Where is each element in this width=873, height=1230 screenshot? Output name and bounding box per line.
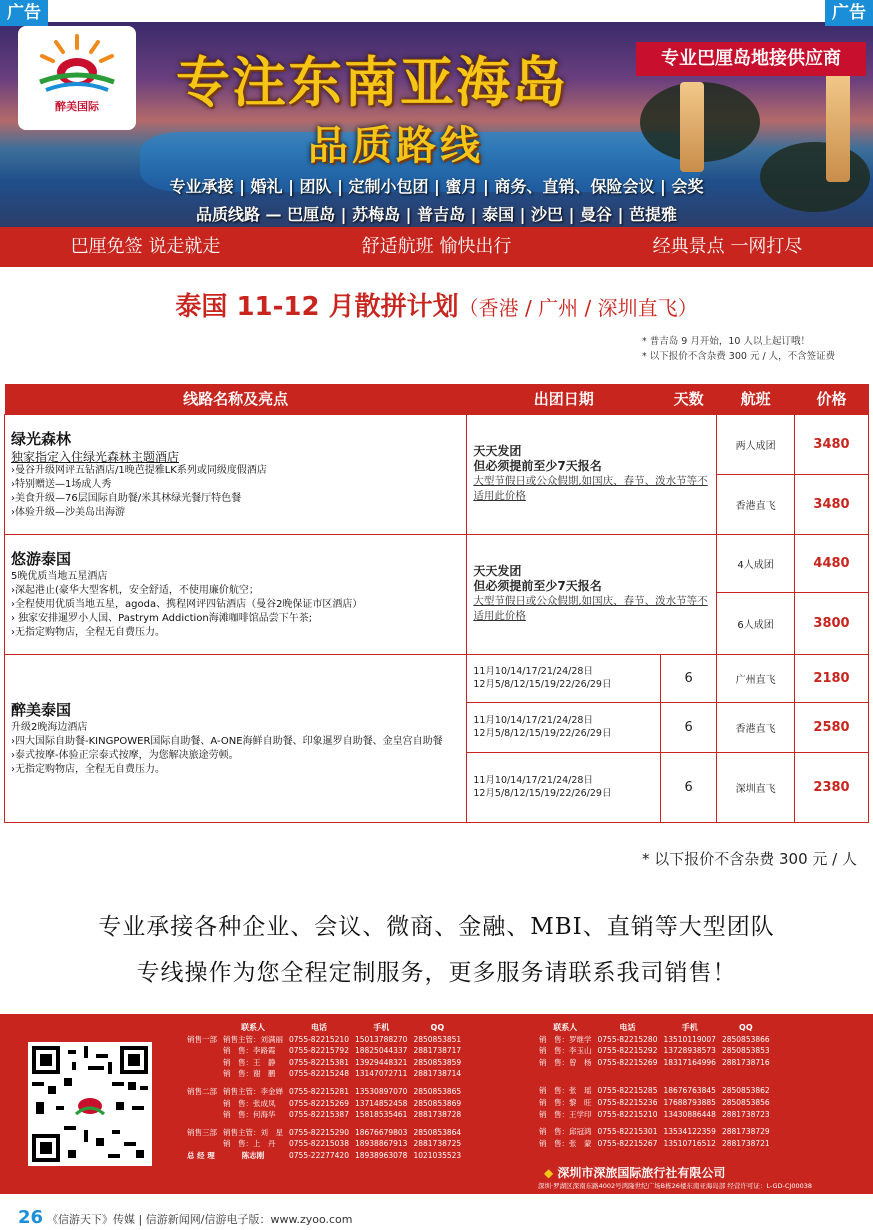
days-cell: 6 [661, 702, 717, 752]
feature-item: 巴厘免签 说走就走 [70, 236, 221, 257]
contact-qq: 2881738728 [413, 1110, 462, 1120]
dates-nov: 11月10/14/17/21/24/28日 [473, 775, 593, 786]
contact-mobile: 15013788270 [354, 1034, 408, 1044]
contact-row [184, 1086, 464, 1098]
contact-qq: 2881738717 [413, 1046, 462, 1056]
price-cell: 4480 [795, 534, 869, 592]
dept: 销售一部 [187, 1034, 217, 1044]
contact-qq: 2850853865 [413, 1086, 462, 1096]
daily-departure: 天天发团 [473, 564, 522, 578]
route-cell [5, 534, 467, 654]
contact-name: 销 售：王 静 [223, 1057, 276, 1067]
dept: 总 经 理 [187, 1150, 215, 1160]
date-cell [467, 654, 661, 702]
days-cell: 6 [661, 654, 717, 702]
dept [184, 1068, 220, 1080]
logo-text: 醉美国际 [55, 100, 99, 113]
header-flight: 航班 [717, 384, 795, 414]
contact-name: 销 售：何海华 [223, 1110, 276, 1120]
header-days: 天数 [661, 384, 717, 414]
route-item: ›全程使用优质当地五星，agoda、携程网评四钻酒店（曼谷2晚保证市区酒店） [11, 599, 363, 610]
contact-row [536, 1109, 773, 1121]
dept: 销售二部 [187, 1086, 217, 1096]
contact-row [536, 1045, 773, 1057]
feature-item: 舒适航班 愉快出行 [361, 236, 512, 257]
contact-mobile: 18938963078 [354, 1150, 408, 1160]
price-cell: 3800 [795, 592, 869, 654]
contact-qq: 2850853859 [413, 1057, 462, 1067]
table-row [5, 654, 869, 702]
dept [184, 1057, 220, 1069]
contact-mobile: 13430886448 [663, 1109, 716, 1119]
qr-code[interactable] [28, 1042, 152, 1166]
hero-banner [0, 22, 873, 227]
route-item: ›泰式按摩-体验正宗泰式按摩，为您解决旅途劳顿。 [11, 750, 239, 761]
plan-route: （香港 / 广州 / 深圳直飞） [458, 296, 698, 320]
route-cell [5, 414, 467, 534]
contact-phone: 0755-82215381 [289, 1057, 349, 1067]
contact-name: 销售主管：刘满丽 [223, 1034, 283, 1044]
dates-nov: 11月10/14/17/21/24/28日 [473, 715, 593, 726]
feature-bar [0, 227, 873, 267]
qr-code-icon [32, 1046, 148, 1162]
contact-name: 陈志刚 [241, 1150, 265, 1160]
page-footer [0, 1206, 873, 1230]
company-name [544, 1164, 725, 1181]
daily-departure: 天天发团 [473, 444, 522, 458]
dates-nov: 11月10/14/17/21/24/28日 [473, 666, 593, 677]
contact-name: 销 售：张 瑶 [539, 1086, 592, 1096]
contact-row [536, 1126, 773, 1138]
contact-qq: 2881738723 [721, 1109, 770, 1119]
table-row [5, 534, 869, 592]
contact-phone: 0755-82215290 [289, 1127, 349, 1137]
contact-name: 销 售：罗继学 [539, 1034, 592, 1044]
contact-qq: 2850853862 [721, 1086, 770, 1096]
contact-mobile: 18676679803 [354, 1127, 408, 1137]
note-line: * 普吉岛 9 月开始，10 人以上起订哦！ [642, 336, 810, 347]
contact-phone: 0755-82215210 [597, 1109, 658, 1119]
contact-phone: 0755-82215269 [597, 1057, 658, 1067]
route-highlight: 5晚优质当地五星酒店 [11, 571, 108, 582]
contact-row [536, 1034, 773, 1046]
price-cell: 3480 [795, 414, 869, 474]
contact-name: 销 售：张 蒙 [539, 1138, 592, 1148]
contact-qq: 2850853869 [413, 1098, 462, 1108]
header-phone: 电话 [619, 1023, 636, 1032]
contact-qq: 2850853853 [721, 1046, 770, 1056]
ad-label-left: 广告 [0, 0, 48, 26]
price-cell: 2180 [795, 654, 869, 702]
contact-row [184, 1098, 464, 1110]
date-cell [467, 414, 717, 534]
flight-cell: 香港直飞 [717, 474, 795, 534]
company-name-text: 深圳市深旅国际旅行社有限公司 [557, 1166, 726, 1180]
contact-name: 销 售：黎 旺 [539, 1097, 592, 1107]
booking-rule: 但必须提前至少7天报名 [473, 459, 602, 473]
contact-mobile: 15818535461 [354, 1110, 408, 1120]
contact-row [184, 1109, 464, 1121]
contact-name: 销 售：曾 杨 [539, 1057, 592, 1067]
supplier-badge: 专业巴厘岛地接供应商 [636, 42, 866, 76]
flight-cell: 两人成团 [717, 414, 795, 474]
date-cell [467, 534, 717, 654]
header-route: 线路名称及亮点 [5, 384, 467, 414]
hero-title: 专注东南亚海岛 [176, 50, 568, 114]
routes-line: 品质线路 — 巴厘岛 | 苏梅岛 | 普吉岛 | 泰国 | 沙巴 | 曼谷 | 芭提雅 [195, 205, 678, 224]
contact-qq: 2881738725 [413, 1139, 462, 1149]
route-cell [5, 654, 467, 822]
flight-cell: 香港直飞 [717, 702, 795, 752]
contact-mobile: 13728938573 [663, 1046, 716, 1056]
ad-label-right: 广告 [825, 0, 873, 26]
price-cell: 2580 [795, 702, 869, 752]
contact-name: 销 售：王学印 [539, 1109, 592, 1119]
contact-mobile: 18317164996 [663, 1057, 716, 1067]
header-date: 出团日期 [467, 384, 661, 414]
contact-phone: 0755-82215038 [289, 1139, 349, 1149]
contact-table-right [536, 1022, 773, 1149]
contact-mobile: 13929448321 [354, 1057, 408, 1067]
route-item: ›四大国际自助餐-KINGPOWER国际自助餐、A-ONE海鲜自助餐、印象暹罗自助餐、金皇宫自助餐 [11, 736, 443, 747]
contact-phone: 0755-82215301 [597, 1127, 658, 1137]
holiday-note: 大型节假日或公众假期,如国庆、春节、泼水节等不适用此价格 [473, 595, 708, 622]
company-logo-icon: ◆ [544, 1166, 554, 1180]
contact-mobile: 13530897070 [354, 1086, 408, 1096]
route-name: 绿光森林 [11, 430, 72, 448]
contact-mobile: 13147072711 [354, 1069, 408, 1079]
table-header [5, 384, 869, 414]
header-mobile: 手机 [373, 1023, 390, 1032]
company-logo [18, 26, 136, 130]
route-item: ›特别赠送—1场成人秀 [11, 479, 112, 490]
contact-phone: 0755-82215387 [289, 1110, 349, 1120]
dept [184, 1045, 220, 1057]
header-contact: 联系人 [553, 1023, 578, 1032]
dept [184, 1109, 220, 1121]
contact-qq: 2850853856 [721, 1097, 770, 1107]
slogan-line: 专线操作为您全程定制服务，更多服务请联系我司销售！ [136, 960, 737, 986]
contact-name: 销 售：李玉山 [539, 1046, 592, 1056]
route-item: › 独家安排暹罗小人国、Pastrym Addiction海滩咖啡馆品尝下午茶; [11, 613, 313, 624]
contact-mobile: 13534122359 [663, 1127, 716, 1137]
contact-row [184, 1138, 464, 1150]
torch-graphic [680, 82, 704, 172]
services-line: 专业承接 | 婚礼 | 团队 | 定制小包团 | 蜜月 | 商务、直销、保险会议 | 会奖 [169, 177, 704, 196]
contact-phone: 0755-82215248 [289, 1069, 349, 1079]
feature-item: 经典景点 一网打尽 [652, 236, 803, 257]
flight-cell: 6人成团 [717, 592, 795, 654]
contact-row [536, 1085, 773, 1097]
contact-qq: 2881738729 [721, 1127, 770, 1137]
contact-phone: 0755-82215236 [597, 1097, 658, 1107]
plan-notes [642, 334, 835, 364]
contact-phone: 0755-82215792 [289, 1046, 349, 1056]
header-qq: QQ [739, 1023, 753, 1032]
contact-row [536, 1138, 773, 1150]
contact-phone: 0755-82215280 [597, 1034, 658, 1044]
flight-cell: 广州直飞 [717, 654, 795, 702]
dates-dec: 12月5/8/12/15/19/22/26/29日 [473, 728, 612, 739]
contact-row [536, 1097, 773, 1109]
route-item: ›无指定购物店，全程无自费压力。 [11, 627, 165, 638]
contact-qq: 2881738714 [413, 1069, 462, 1079]
contact-phone: 0755-82215292 [597, 1046, 658, 1056]
contact-mobile: 13714852458 [354, 1098, 408, 1108]
contact-name: 销 售：张成凤 [223, 1098, 276, 1108]
sun-logo-icon [32, 32, 122, 96]
footer-text: 《信游天下》传媒 | 信游新闻网/信游电子版：www.zyoo.com [47, 1213, 353, 1226]
dept: 销售三部 [187, 1127, 217, 1137]
date-cell [467, 702, 661, 752]
header-mobile: 手机 [681, 1023, 698, 1032]
contact-phone: 0755-82215285 [597, 1086, 658, 1096]
contact-phone: 0755-82215269 [289, 1098, 349, 1108]
company-address: 深圳·罗湖区深南东路4002号鸿隆世纪广场B栋26楼东南亚海岛部 经营许可证：L-GD-CJ00038 [538, 1182, 813, 1190]
contact-row [184, 1034, 464, 1046]
contact-row [184, 1068, 464, 1080]
contact-qq: 2850853864 [413, 1127, 462, 1137]
dates-dec: 12月5/8/12/15/19/22/26/29日 [473, 679, 612, 690]
contact-row [184, 1057, 464, 1069]
contact-mobile: 17688793885 [663, 1097, 716, 1107]
price-cell: 3480 [795, 474, 869, 534]
contact-name: 销 售：李路霞 [223, 1046, 276, 1056]
header-phone: 电话 [310, 1023, 327, 1032]
dept [184, 1138, 220, 1150]
contact-qq: 2881738721 [721, 1138, 770, 1148]
contact-row [184, 1127, 464, 1139]
flight-cell: 深圳直飞 [717, 752, 795, 822]
slogan-line: 专业承接各种企业、会议、微商、金融、MBI、直销等大型团队 [98, 914, 775, 940]
contact-mobile: 13510119007 [663, 1034, 716, 1044]
route-item: ›美食升级—76层国际自助餐/米其林绿光餐厅特色餐 [11, 493, 242, 504]
days-cell: 6 [661, 752, 717, 822]
route-item: ›体验升级—沙美岛出海游 [11, 507, 125, 518]
booking-rule: 但必须提前至少7天报名 [473, 579, 602, 593]
contact-row [184, 1045, 464, 1057]
plan-title [0, 286, 873, 323]
contact-name: 销 售：上 丹 [223, 1139, 276, 1149]
contact-phone: 0755-22277420 [289, 1150, 349, 1160]
contact-mobile: 18938867913 [354, 1139, 408, 1149]
route-name: 悠游泰国 [11, 550, 72, 568]
date-cell [467, 752, 661, 822]
tour-table [4, 384, 869, 823]
contact-name: 销售主管：刘 星 [223, 1127, 283, 1137]
header-qq: QQ [430, 1023, 445, 1032]
contact-phone: 0755-82215210 [289, 1034, 349, 1044]
header-price: 价格 [795, 384, 869, 414]
contact-qq: 2850853866 [721, 1034, 770, 1044]
contact-name: 销 售：谢 鹏 [223, 1069, 276, 1079]
table-row [5, 414, 869, 474]
dept [184, 1098, 220, 1110]
route-highlight: 升级2晚海边酒店 [11, 722, 88, 733]
contact-section [0, 1014, 873, 1194]
contact-qq: 2850853851 [413, 1034, 462, 1044]
contact-phone: 0755-82215267 [597, 1138, 658, 1148]
contact-table-left [184, 1022, 464, 1162]
contact-row [536, 1057, 773, 1069]
route-item: ›曼谷升级网评五钻酒店/1晚芭提雅LK系列或同级度假酒店 [11, 465, 267, 476]
contact-qq: 1021035523 [413, 1150, 462, 1160]
page-number: 26 [18, 1207, 44, 1228]
price-note: * 以下报价不含杂费 300 元 / 人 [641, 850, 857, 868]
header-contact: 联系人 [241, 1023, 265, 1032]
plan-title-main: 泰国 11-12 月散拼计划 [175, 292, 459, 322]
note-line: * 以下报价不含杂费 300 元 / 人，不含签证费 [642, 351, 836, 362]
contact-row [184, 1150, 464, 1162]
route-item: ›无指定购物店，全程无自费压力。 [11, 764, 165, 775]
route-name: 醉美泰国 [11, 701, 72, 719]
price-cell: 2380 [795, 752, 869, 822]
contact-mobile: 18676763845 [663, 1086, 716, 1096]
torch-graphic [826, 72, 850, 182]
flight-cell: 4人成团 [717, 534, 795, 592]
dates-dec: 12月5/8/12/15/19/22/26/29日 [473, 788, 612, 799]
contact-mobile: 18825044337 [354, 1046, 408, 1056]
contact-name: 销 售：邱冠鸿 [539, 1127, 592, 1137]
route-item: ›深起港止(豪华大型客机，安全舒适，不使用廉价航空； [11, 585, 259, 596]
contact-mobile: 13510716512 [663, 1138, 716, 1148]
route-highlight: 独家指定入住绿光森林主题酒店 [11, 450, 180, 464]
holiday-note: 大型节假日或公众假期,如国庆、春节、泼水节等不适用此价格 [473, 475, 708, 502]
contact-name: 销售主管：李金婵 [223, 1086, 283, 1096]
contact-qq: 2881738716 [721, 1057, 770, 1067]
contact-phone: 0755-82215281 [289, 1086, 349, 1096]
hero-subtitle: 品质路线 [308, 122, 484, 169]
